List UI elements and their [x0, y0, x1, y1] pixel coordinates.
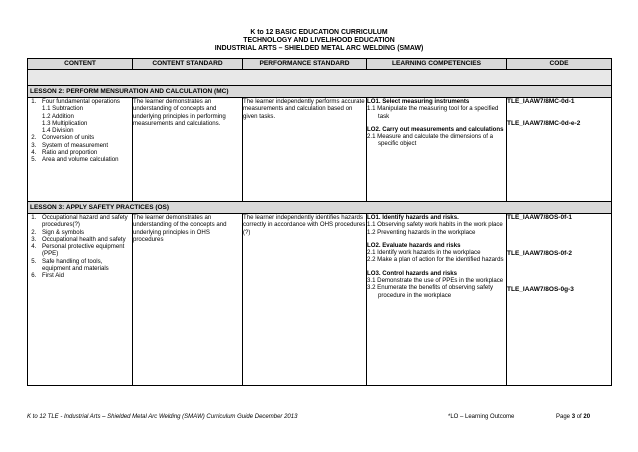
l2-content-sub: 1.4 Division [42, 127, 74, 135]
l2-lo2-title: LO2. Carry out measurements and calculations [367, 125, 504, 133]
col-header-content-standard: CONTENT STANDARD [133, 59, 243, 70]
lesson-2-content [28, 98, 133, 202]
footer-page-label: Page [556, 414, 571, 420]
header-line-2: TECHNOLOGY AND LIVELIHOOD EDUCATION [243, 37, 395, 44]
l2-lo1-competency: 1.1 Manipulate the measuring tool for a specified task [367, 105, 499, 120]
lesson-3-performance-standard: The learner independently identifies hazards correctly in accordance with OHS procedures (?) [243, 214, 367, 386]
l3-lo3-title: LO3. Control hazards and risks [367, 269, 458, 277]
lesson-3-row [28, 202, 612, 214]
footer-lo-note: *LO – Learning Outcome [448, 414, 515, 420]
lesson-3-codes [507, 214, 612, 386]
l3-lo2-competency: 2.2 Make a plan of action for the identified hazards [367, 256, 504, 264]
l2-content-sub: 1.3 Multiplication [42, 119, 88, 127]
col-header-content: CONTENT [28, 59, 133, 70]
lesson-3-title: LESSON 3: APPLY SAFETY PRACTICES (OS) [28, 202, 612, 214]
col-header-code: CODE [507, 59, 612, 70]
l3-code-3: TLE_IAAW7/8OS-0g-3 [507, 286, 574, 293]
col-header-learning-competencies: LEARNING COMPETENCIES [367, 59, 507, 70]
l2-content-item: Four fundamental operations [42, 98, 120, 105]
l3-lo1-title: LO1. Identify hazards and risks. [367, 214, 459, 221]
l3-code-2: TLE_IAAW7/8OS-0f-2 [507, 250, 573, 257]
lesson-2-row [28, 86, 612, 98]
l2-content-item: 4. Ratio and proportion [38, 149, 132, 156]
footer-page-total: 20 [583, 414, 591, 420]
l2-lo2-competency: 2.1 Measure and calculate the dimensions of a specific object [367, 133, 494, 148]
lesson-3-content-standard: The learner demonstrates an understanding of the concepts and underlying principles in OHS procedures [133, 214, 243, 386]
l3-content-item: 4. Personal protective equipment (PPE) [38, 243, 132, 258]
l2-content-sub: 1.2 Addition [42, 112, 74, 120]
lesson-2-content-standard: The learner demonstrates an understanding of concepts and underlying principles in performing measurements and calculations. [133, 98, 243, 202]
l3-code-1: TLE_IAAW7/8OS-0f-1 [507, 214, 573, 221]
l3-lo2-competency: 2.1 Identify work hazards in the workplace [367, 249, 481, 257]
header-line-1: K to 12 BASIC EDUCATION CURRICULUM [250, 29, 388, 36]
l2-content-item: 5. Area and volume calculation [38, 156, 132, 163]
header-line-3: INDUSTRIAL ARTS – SHIELDED METAL ARC WELDING (SMAW) [214, 45, 424, 52]
lesson-3-content-row [28, 214, 612, 386]
l2-content-item: 3. System of measurement [38, 142, 132, 149]
table-header-row [28, 59, 612, 70]
lesson-2-codes [507, 98, 612, 202]
l2-code-2: TLE_IAAW7/8MC-0d-e-2 [507, 120, 581, 127]
l2-code-1: TLE_IAAW7/8MC-0d-1 [507, 98, 575, 105]
lesson-3-competencies [367, 214, 507, 386]
lesson-2-title: LESSON 2: PERFORM MENSURATION AND CALCULATION (MC) [28, 86, 612, 98]
footer-guide-title: K to 12 TLE - Industrial Arts – Shielded Metal Arc Welding (SMAW) Curriculum Guide December 2013 [27, 414, 298, 420]
lesson-2-competencies [367, 98, 507, 202]
l3-content-item: 3. Occupational health and safety [38, 236, 132, 243]
l3-content-item: 2. Sign & symbols [38, 229, 132, 236]
footer-page-number [556, 414, 590, 421]
l2-lo1-title: LO1. Select measuring instruments [367, 98, 470, 105]
spacer-row [28, 70, 612, 86]
curriculum-table [27, 58, 612, 386]
l3-lo3-competency: 3.1 Demonstrate the use of PPEs in the workplace [367, 277, 504, 285]
l3-content-item: 5. Safe handling of tools, equipment and materials [38, 258, 132, 273]
l3-lo1-competency: 1.1 Observing safety work habits in the work place [367, 221, 503, 229]
footer-page-current: 3 [571, 414, 576, 420]
lesson-2-content-row [28, 98, 612, 202]
l2-content-item: 2. Conversion of units [38, 134, 132, 141]
l3-lo1-competency: 1.2 Preventing hazards in the workplace [367, 228, 476, 236]
l3-lo2-title: LO2. Evaluate hazards and risks [367, 241, 461, 249]
lesson-2-performance-standard: The learner independently performs accurate measurements and calculation based on given tasks. [243, 98, 367, 202]
l3-content-item: 6. First Aid [38, 272, 132, 279]
l3-content-item: 1. Occupational hazard and safety procedures(?) [38, 214, 132, 229]
l3-lo3-competency: 3.2 Enumerate the benefits of observing safety procedure in the workplace [367, 284, 494, 299]
lesson-3-content [28, 214, 133, 386]
footer-of-label: of [576, 414, 582, 420]
col-header-performance-standard: PERFORMANCE STANDARD [243, 59, 367, 70]
l2-content-sub: 1.1 Subtraction [42, 105, 83, 113]
